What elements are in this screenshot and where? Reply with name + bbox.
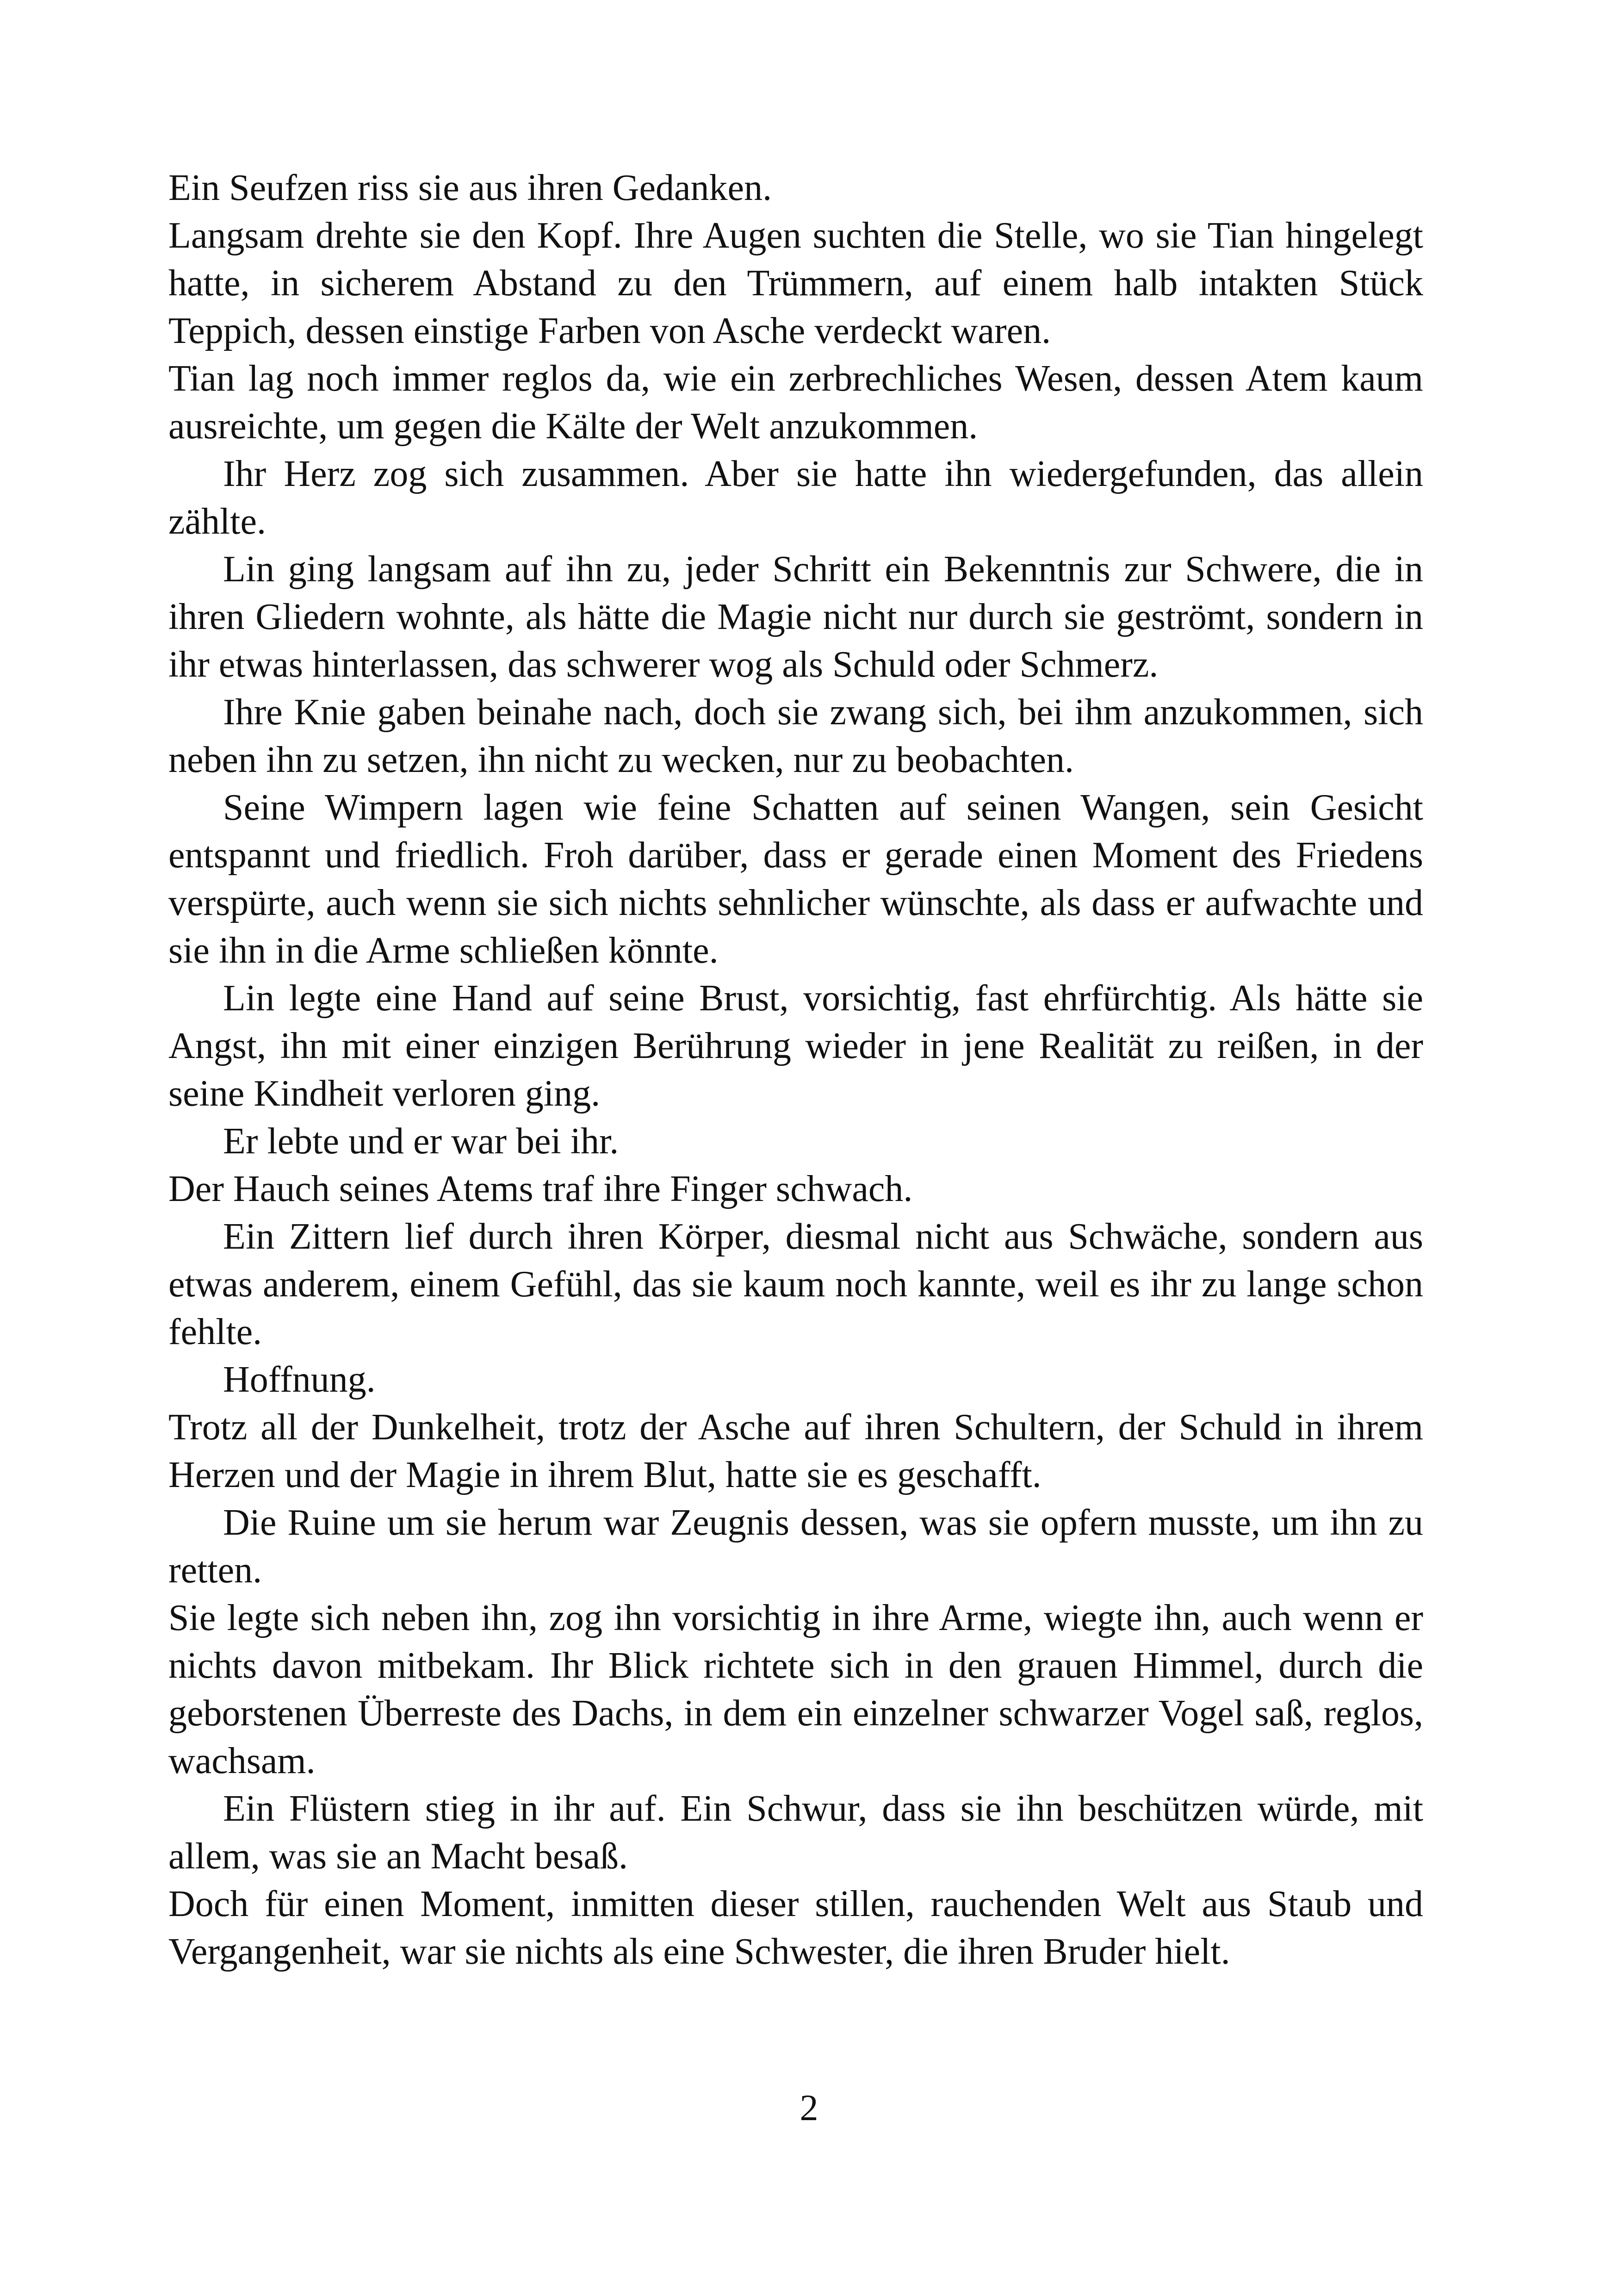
paragraph: Seine Wimpern lagen wie feine Schatten auf seinen Wangen, sein Gesicht entspannt und friedlich. Froh darüber, dass er gerade einen Moment des Friedens verspürte, auch wenn sie sich nichts sehnlicher wünschte, als dass er aufwachte und sie ihn in die Arme schließen könnte. bbox=[168, 787, 1423, 971]
paragraph: Lin ging langsam auf ihn zu, jeder Schritt ein Bekenntnis zur Schwere, die in ihren Gliedern wohnte, als hätte die Magie nicht nur durch sie geströmt, sondern in ihr etwas hinterlassen, das schwerer wog als Schuld oder Schmerz. bbox=[168, 549, 1423, 685]
paragraph: Ein Flüstern stieg in ihr auf. Ein Schwur, dass sie ihn beschützen würde, mit allem, was sie an Macht besaß. bbox=[168, 1788, 1423, 1877]
paragraph: Sie legte sich neben ihn, zog ihn vorsichtig in ihre Arme, wiegte ihn, auch wenn er nichts davon mitbekam. Ihr Blick richtete sich in den grauen Himmel, durch die geborstenen Überreste des Dachs, in dem ein einzelner schwarzer Vogel saß, reglos, wachsam. bbox=[168, 1598, 1423, 1781]
paragraph: Hoffnung. bbox=[223, 1359, 376, 1400]
paragraph: Doch für einen Moment, inmitten dieser stillen, rauchenden Welt aus Staub und Vergangenheit, war sie nichts als eine Schwester, die ihren Bruder hielt. bbox=[168, 1884, 1423, 1972]
paragraph: Tian lag noch immer reglos da, wie ein zerbrechliches Wesen, dessen Atem kaum ausreichte, um gegen die Kälte der Welt anzukommen. bbox=[168, 358, 1423, 447]
body-text bbox=[168, 164, 1423, 1976]
paragraph: Langsam drehte sie den Kopf. Ihre Augen suchten die Stelle, wo sie Tian hingelegt hatte, in sicherem Abstand zu den Trümmern, auf einem halb intakten Stück Teppich, dessen einstige Farben von Asche verdeckt waren. bbox=[168, 215, 1423, 351]
paragraph: Der Hauch seines Atems traf ihre Finger schwach. bbox=[168, 1169, 913, 1209]
paragraph: Trotz all der Dunkelheit, trotz der Asche auf ihren Schultern, der Schuld in ihrem Herzen und der Magie in ihrem Blut, hatte sie es geschafft. bbox=[168, 1407, 1423, 1495]
paragraph: Die Ruine um sie herum war Zeugnis dessen, was sie opfern musste, um ihn zu retten. bbox=[168, 1502, 1423, 1591]
paragraph: Ihre Knie gaben beinahe nach, doch sie zwang sich, bei ihm anzukommen, sich neben ihn zu setzen, ihn nicht zu wecken, nur zu beobachten. bbox=[168, 692, 1423, 780]
paragraph: Ein Seufzen riss sie aus ihren Gedanken. bbox=[168, 168, 772, 208]
page-number: 2 bbox=[800, 2088, 818, 2128]
paragraph: Ihr Herz zog sich zusammen. Aber sie hatte ihn wiedergefunden, das allein zählte. bbox=[168, 454, 1423, 542]
paragraph: Ein Zittern lief durch ihren Körper, diesmal nicht aus Schwäche, sondern aus etwas anderem, einem Gefühl, das sie kaum noch kannte, weil es ihr zu lange schon fehlte. bbox=[168, 1216, 1423, 1352]
paragraph: Er lebte und er war bei ihr. bbox=[223, 1121, 619, 1162]
paragraph: Lin legte eine Hand auf seine Brust, vorsichtig, fast ehrfürchtig. Als hätte sie Angst, ihn mit einer einzigen Berührung wieder in jene Realität zu reißen, in der seine Kindheit verloren ging. bbox=[168, 978, 1423, 1114]
